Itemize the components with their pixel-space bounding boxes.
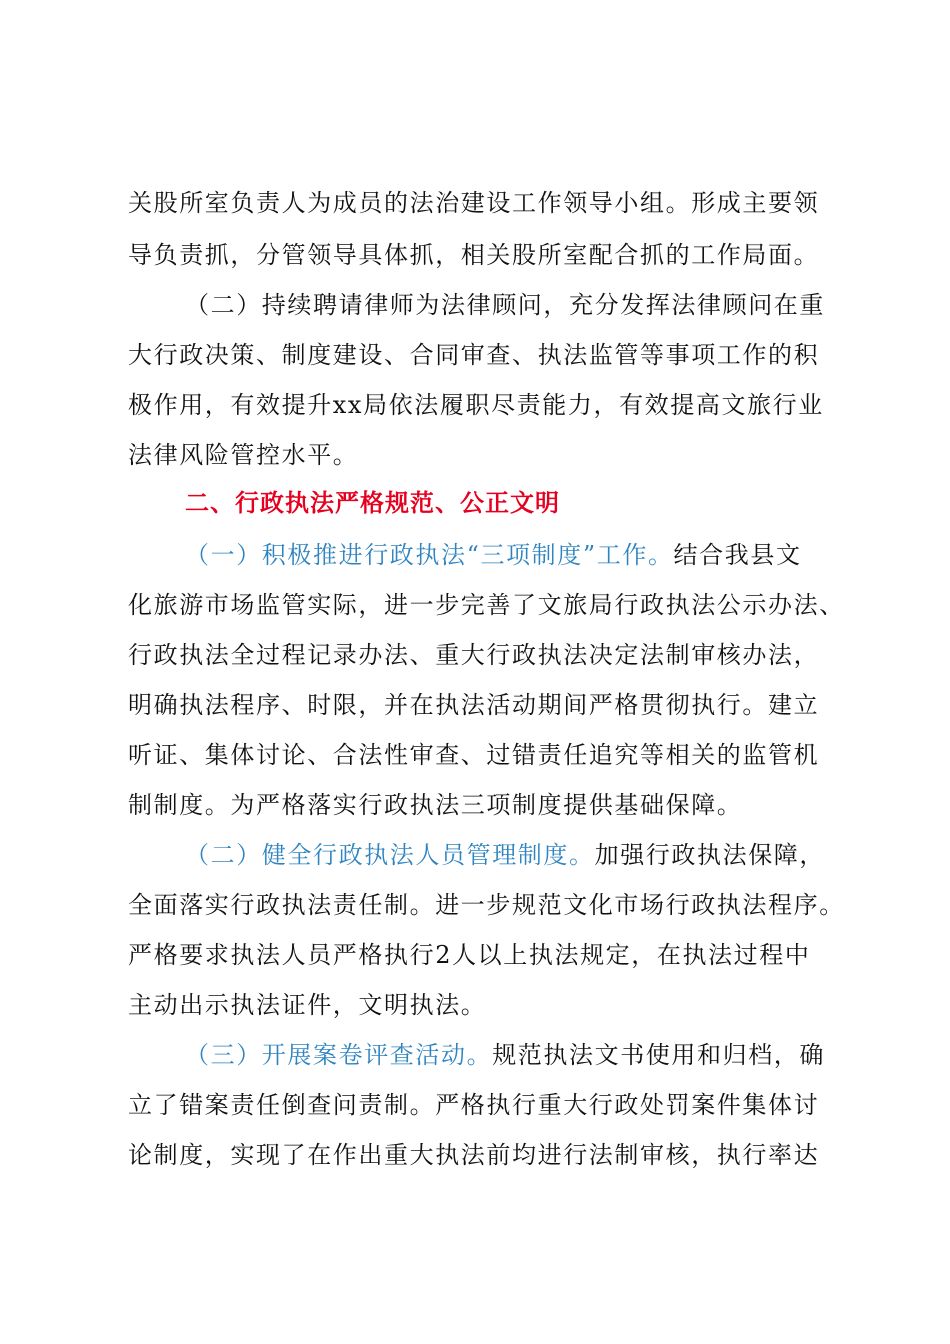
paragraph-line: 关股所室负责人为成员的法治建设工作领导小组。形成主要领: [128, 189, 820, 217]
line-text: 加强行政执法保障，: [594, 841, 826, 869]
paragraph-line: 行政执法全过程记录办法、重大行政执法决定法制审核办法，: [128, 641, 820, 669]
paragraph-line: 主动出示执法证件，文明执法。: [128, 991, 487, 1019]
paragraph-line: 论制度，实现了在作出重大执法前均进行法制审核，执行率达: [128, 1141, 820, 1169]
paragraph-line: [185, 1038, 825, 1072]
paragraph-line: 法律风险管控水平。: [128, 441, 359, 469]
paragraph-line: 大行政决策、制度建设、合同审查、执法监管等事项工作的积: [128, 341, 820, 369]
section-heading: 二、行政执法严格规范、公正文明: [185, 489, 560, 517]
paragraph-line: 导负责抓，分管领导具体抓，相关股所室配合抓的工作局面。: [128, 241, 820, 269]
line-text: 结合我县文: [673, 541, 802, 569]
line-text: 规范执法文书使用和归档，确: [492, 1041, 826, 1069]
paragraph-line: [185, 538, 802, 572]
subheading-lead: （二）健全行政执法人员管理制度。: [185, 841, 595, 869]
paragraph-line: （二）持续聘请律师为法律顾问，充分发挥法律顾问在重: [185, 291, 825, 319]
paragraph-line: [185, 838, 825, 872]
paragraph-line: 立了错案责任倒查问责制。严格执行重大行政处罚案件集体讨: [128, 1091, 820, 1119]
paragraph-line: 全面落实行政执法责任制。进一步规范文化市场行政执法程序。: [128, 891, 845, 919]
paragraph-line: 极作用，有效提升xx局依法履职尽责能力，有效提高文旅行业: [128, 391, 824, 419]
paragraph-line: 制制度。为严格落实行政执法三项制度提供基础保障。: [128, 791, 743, 819]
subheading-lead: （三）开展案卷评查活动。: [185, 1041, 493, 1069]
paragraph-line: 听证、集体讨论、合法性审查、过错责任追究等相关的监管机: [128, 741, 820, 769]
paragraph-line: 严格要求执法人员严格执行2人以上执法规定，在执法过程中: [128, 941, 811, 969]
paragraph-line: 化旅游市场监管实际，进一步完善了文旅局行政执法公示办法、: [128, 591, 845, 619]
subheading-lead: （一）积极推进行政执法“三项制度”工作。: [185, 541, 674, 569]
paragraph-line: 明确执法程序、时限，并在执法活动期间严格贯彻执行。建立: [128, 691, 820, 719]
